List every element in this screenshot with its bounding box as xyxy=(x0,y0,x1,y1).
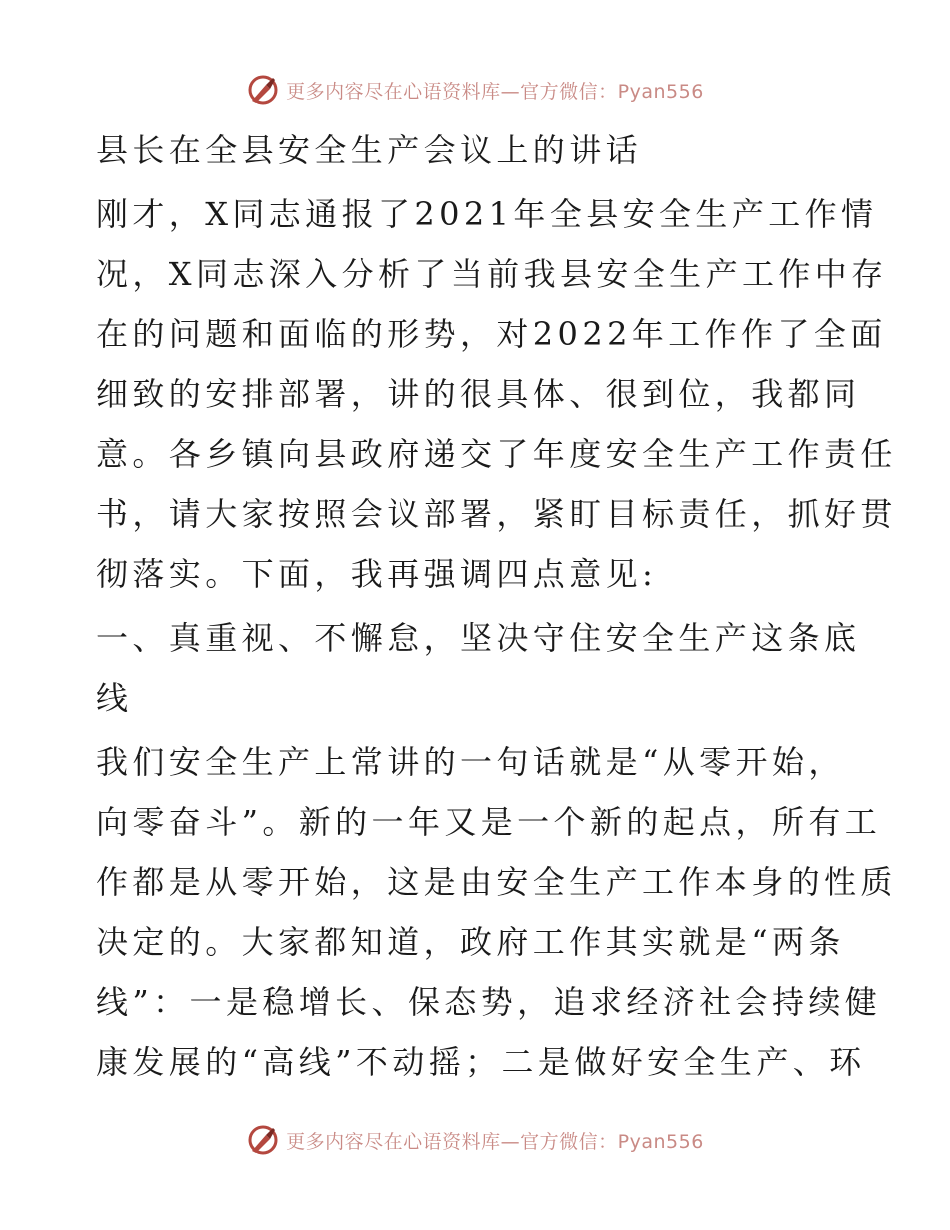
paragraph-line: 意。各乡镇向县政府递交了年度安全生产工作责任 xyxy=(96,435,897,473)
document-body xyxy=(96,120,897,1092)
watermark-banner-bottom xyxy=(0,1120,950,1160)
heading-line: 线 xyxy=(96,679,133,717)
document-title: 县长在全县安全生产会议上的讲话 xyxy=(96,131,643,169)
paragraph-line: 在的问题和面临的形势，对2022年工作作了全面 xyxy=(96,315,887,353)
watermark-banner-top xyxy=(0,70,950,110)
heading-line: 一、真重视、不懈怠，坚决守住安全生产这条底 xyxy=(96,619,861,657)
paragraph-line: 细致的安排部署，讲的很具体、很到位，我都同 xyxy=(96,375,861,413)
watermark-text: 更多内容尽在心语资料库—官方微信：Pyan556 xyxy=(286,80,704,103)
paragraph-line: 向零奋斗”。新的一年又是一个新的起点，所有工 xyxy=(96,803,882,841)
paragraph-line: 书，请大家按照会议部署，紧盯目标责任，抓好贯 xyxy=(96,495,897,533)
paragraph-line: 决定的。大家都知道，政府工作其实就是“两条 xyxy=(96,923,845,961)
paragraph-line: 康发展的“高线”不动摇；二是做好安全生产、环 xyxy=(96,1043,866,1081)
watermark-text: 更多内容尽在心语资料库—官方微信：Pyan556 xyxy=(286,1130,704,1153)
paragraph-line: 彻落实。下面，我再强调四点意见: xyxy=(96,555,658,593)
paragraph-1 xyxy=(96,184,897,604)
paragraph-line: 线”：一是稳增长、保态势，追求经济社会持续健 xyxy=(96,983,882,1021)
paragraph-2 xyxy=(96,732,897,1092)
section-heading-1 xyxy=(96,608,861,728)
pen-nib-circle-icon xyxy=(246,73,280,107)
paragraph-line: 作都是从零开始，这是由安全生产工作本身的性质 xyxy=(96,863,897,901)
paragraph-line: 况，X同志深入分析了当前我县安全生产工作中存 xyxy=(96,255,888,293)
paragraph-line: 我们安全生产上常讲的一句话就是“从零开始， xyxy=(96,743,845,781)
pen-nib-circle-icon xyxy=(246,1123,280,1157)
paragraph-line: 刚才，X同志通报了2021年全县安全生产工作情 xyxy=(96,195,878,233)
